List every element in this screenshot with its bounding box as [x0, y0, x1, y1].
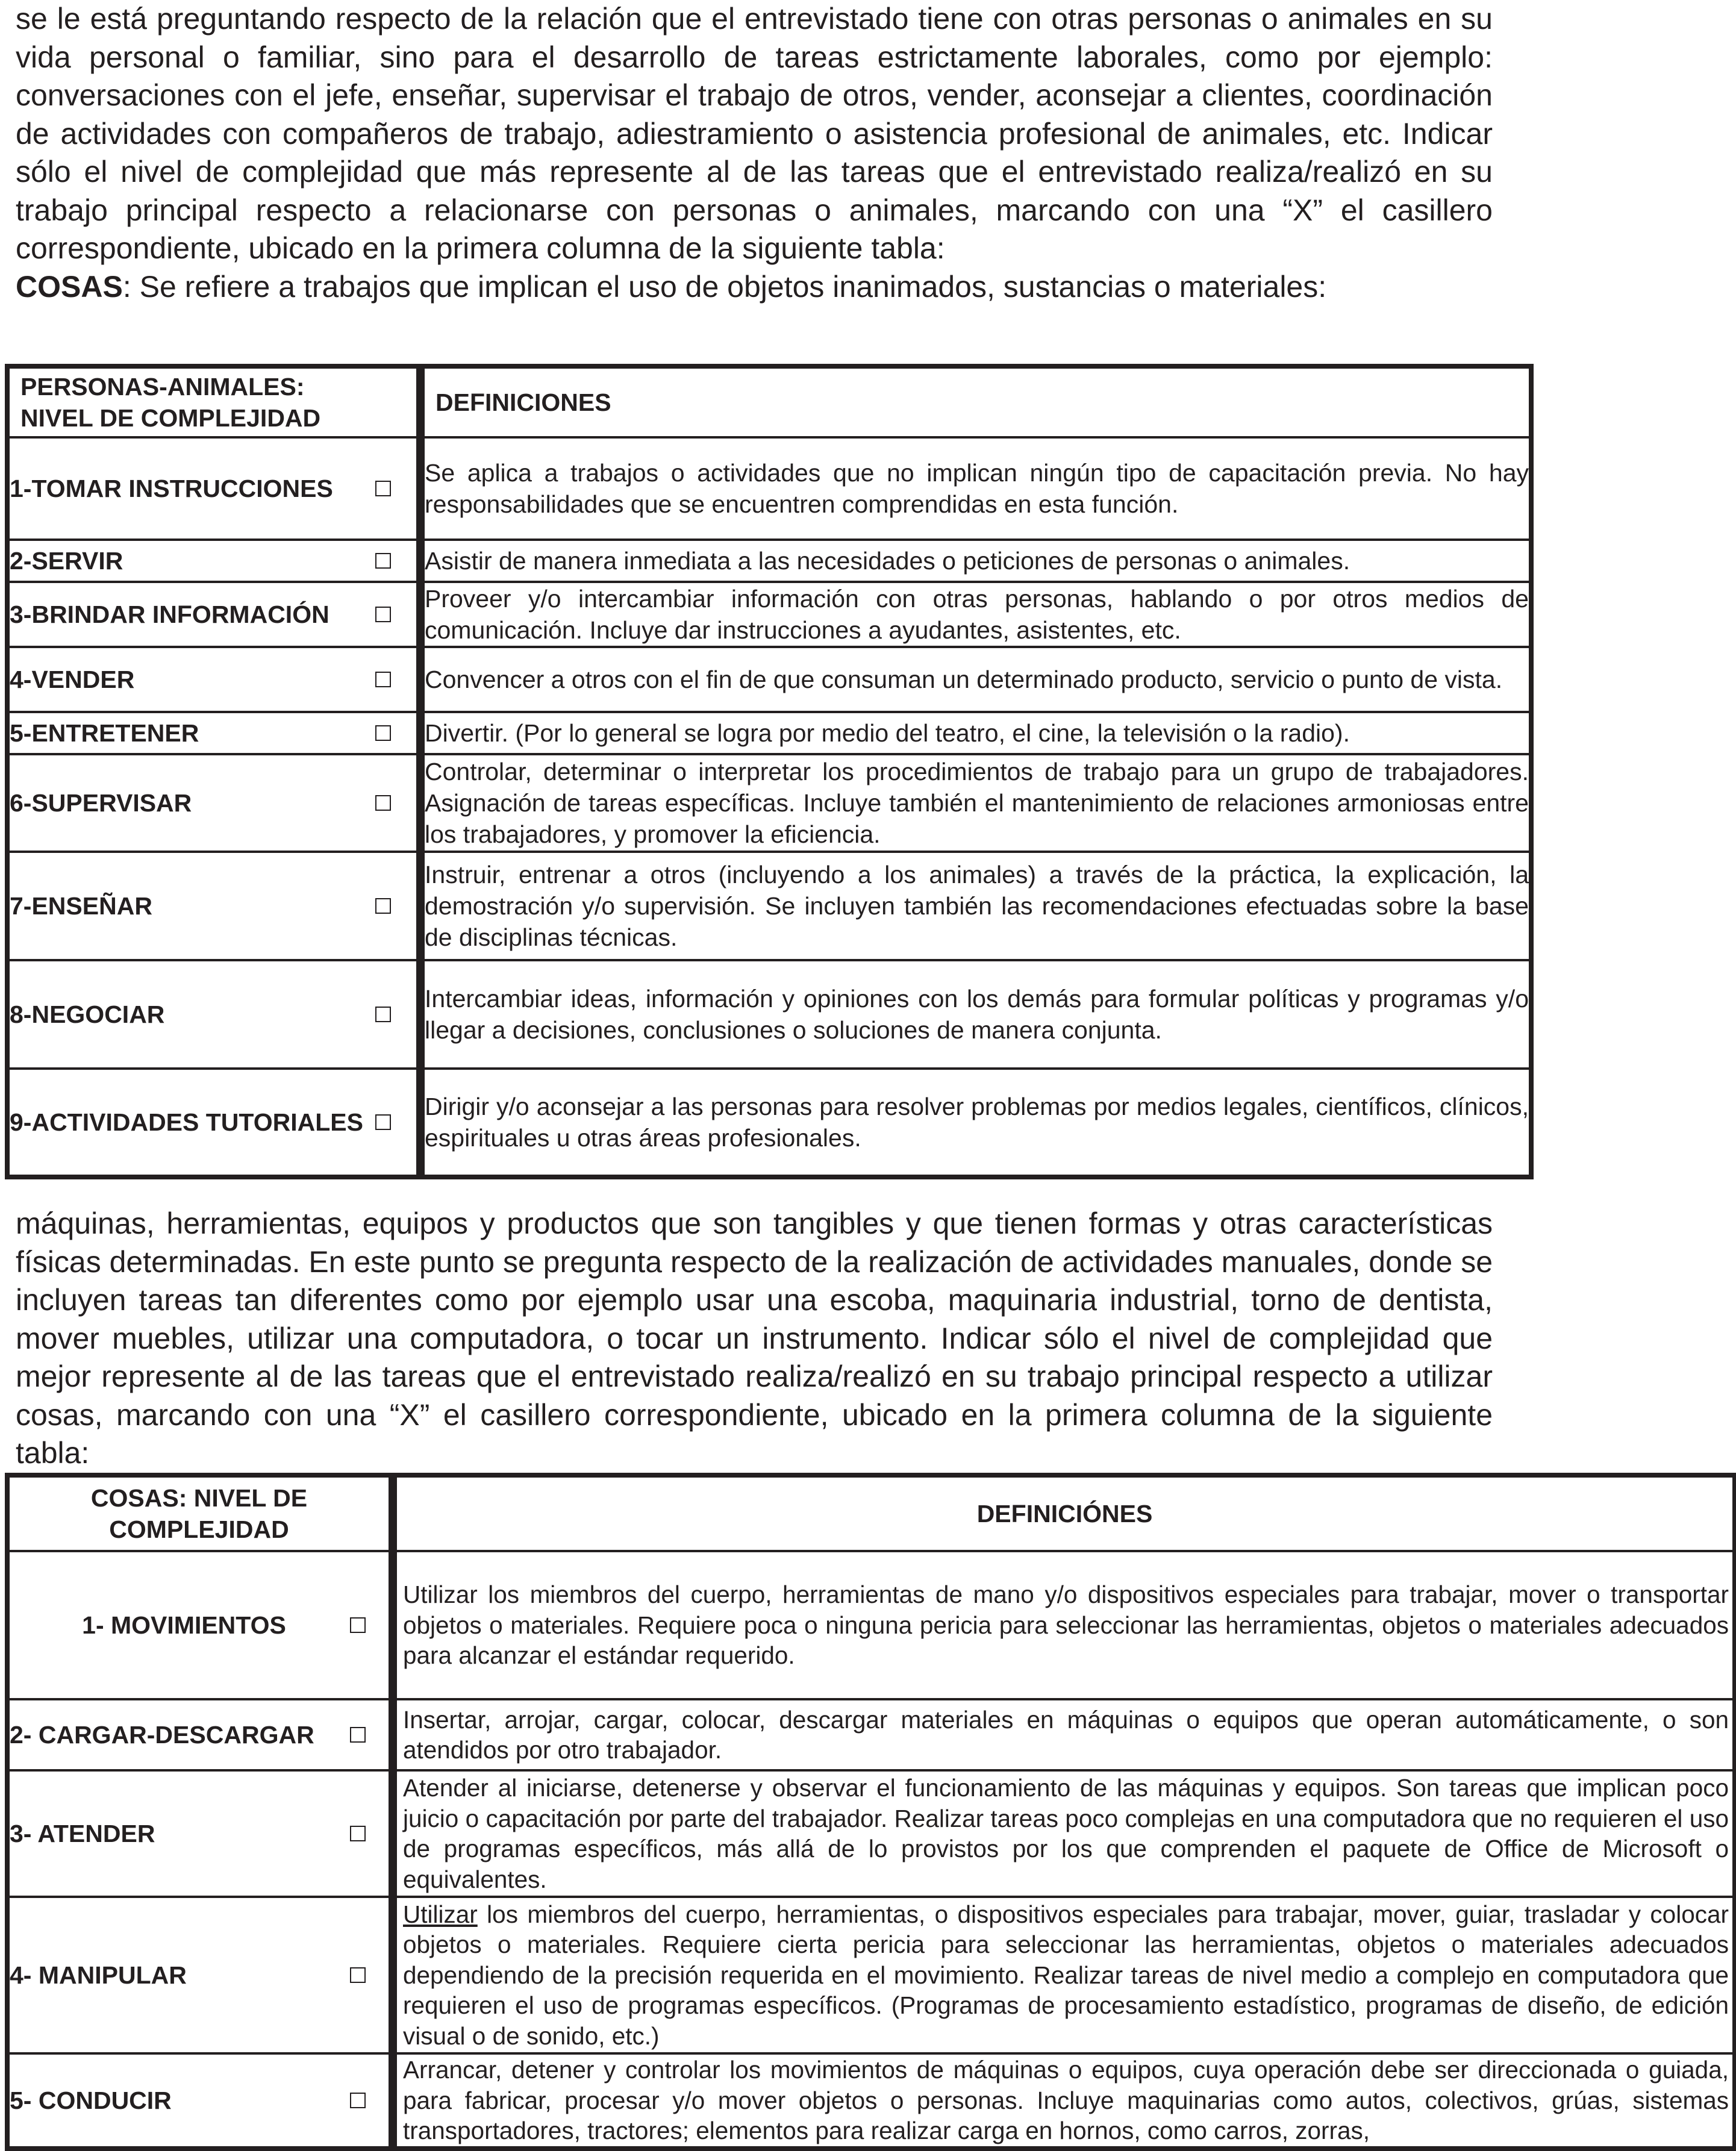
definition-cell: Divertir. (Por lo general se logra por medio del teatro, el cine, la televisión o la radio). — [420, 712, 1531, 754]
underlined-word: Utilizar — [403, 1900, 478, 1928]
level-cell: 9-ACTIVIDADES TUTORIALES — [7, 1069, 420, 1177]
definition-cell: Instruir, entrenar a otros (incluyendo a los animales) a través de la práctica, la explicación, la demostración y/o supervisión. Se incluyen también las recomendaciones efectuadas sobre la base de disciplinas técnicas. — [420, 852, 1531, 960]
table-row — [7, 1699, 1735, 1770]
table-row — [7, 2053, 1735, 2149]
level-cell: 6-SUPERVISAR — [7, 754, 420, 852]
table-header-row — [7, 366, 1531, 437]
checkbox[interactable] — [375, 795, 391, 811]
definition-cell: Dirigir y/o aconsejar a las personas para resolver problemas por medios legales, científicos, clínicos, espirituales u otras áreas profesionales. — [420, 1069, 1531, 1177]
personas-animales-table — [5, 364, 1534, 1179]
checkbox[interactable] — [375, 1114, 391, 1130]
level-cell: 1-TOMAR INSTRUCCIONES — [7, 437, 420, 540]
definition-cell: Asistir de manera inmediata a las necesidades o peticiones de personas o animales. — [420, 540, 1531, 582]
level-cell: 2- CARGAR-DESCARGAR — [7, 1699, 393, 1770]
definition-cell: Convencer a otros con el fin de que consuman un determinado producto, servicio o punto de vista. — [420, 647, 1531, 712]
table-row — [7, 1069, 1531, 1177]
cosas-label: COSAS — [16, 269, 123, 304]
cosas-table — [5, 1473, 1736, 2151]
level-column-header: COSAS: NIVEL DE COMPLEJIDAD — [7, 1475, 393, 1551]
table-row — [7, 582, 1531, 647]
definition-cell: Insertar, arrojar, cargar, colocar, descargar materiales en máquinas o equipos que operan automáticamente, o son atendidos por otro trabajador. — [393, 1699, 1735, 1770]
level-cell: 2-SERVIR — [7, 540, 420, 582]
intro-text: se le está preguntando respecto de la relación que el entrevistado tiene con otras personas o animales en su vida personal o familiar, sino para el desarrollo de tareas estrictamente laborales, como por ejemplo: conversaciones con el jefe, enseñar, supervisar el trabajo de otros, vender, aconsejar a clientes, coordinación de actividades con compañeros de trabajo, adiestramiento o asistencia profesional de animales, etc. Indicar sólo el nivel de complejidad que más represente al de las tareas que el entrevistado realiza/realizó en su trabajo principal respecto a relacionarse con personas o animales, marcando con una “X” el casillero correspondiente, ubicado en la primera columna de la siguiente tabla: — [16, 2, 1493, 265]
checkbox[interactable] — [375, 607, 391, 622]
level-cell: 4-VENDER — [7, 647, 420, 712]
checkbox[interactable] — [350, 1826, 366, 1841]
checkbox[interactable] — [375, 725, 391, 741]
definition-cell: Intercambiar ideas, información y opiniones con los demás para formular políticas y programas y/o llegar a decisiones, conclusiones o soluciones de manera conjunta. — [420, 960, 1531, 1069]
cosas-intro-text: : Se refiere a trabajos que implican el uso de objetos inanimados, sustancias o materiales: — [122, 269, 1327, 304]
middle-paragraph: máquinas, herramientas, equipos y productos que son tangibles y que tienen formas y otras características físicas determinadas. En este punto se pregunta respecto de la realización de actividades manuales, donde se incluyen tareas tan diferentes como por ejemplo usar una escoba, maquinaria industrial, torno de dentista, mover muebles, utilizar una computadora, o tocar un instrumento. Indicar sólo el nivel de complejidad que mejor represente al de las tareas que el entrevistado realiza/realizó en su trabajo principal respecto a utilizar cosas, marcando con una “X” el casillero correspondiente, ubicado en la primera columna de la siguiente tabla: — [16, 1207, 1493, 1470]
table-row — [7, 1770, 1735, 1897]
level-cell: 3-BRINDAR INFORMACIÓN — [7, 582, 420, 647]
level-column-header: PERSONAS-ANIMALES: NIVEL DE COMPLEJIDAD — [7, 366, 420, 437]
level-cell: 5-ENTRETENER — [7, 712, 420, 754]
definition-cell: Se aplica a trabajos o actividades que no implican ningún tipo de capacitación previa. No hay responsabilidades que se encuentren comprendidas en esta función. — [420, 437, 1531, 540]
table-header-row — [7, 1475, 1735, 1551]
level-cell: 3- ATENDER — [7, 1770, 393, 1897]
table-row — [7, 647, 1531, 712]
level-cell: 8-NEGOCIAR — [7, 960, 420, 1069]
definition-cell: Utilizar los miembros del cuerpo, herramientas de mano y/o dispositivos especiales para trabajar, mover o transportar objetos o materiales. Requiere poca o ninguna pericia para seleccionar las herramientas, objetos o materiales adecuados para alcanzar el estándar requerido. — [393, 1551, 1735, 1699]
checkbox[interactable] — [375, 898, 391, 914]
table-row — [7, 754, 1531, 852]
table-row — [7, 1551, 1735, 1699]
checkbox[interactable] — [375, 672, 391, 687]
definitions-column-header: DEFINICIÓNES — [393, 1475, 1735, 1551]
checkbox[interactable] — [350, 1967, 366, 1983]
intro-paragraph — [16, 0, 1493, 306]
definition-cell: Arrancar, detener y controlar los movimientos de máquinas o equipos, cuya operación debe ser direccionada o guiada, para fabricar, procesar y/o mover objetos o personas. Incluye maquinarias como autos, colectivos, grúas, sistemas transportadores, tractores; elementos para realizar carga en hornos, como carros, zorras, — [393, 2053, 1735, 2149]
checkbox[interactable] — [375, 553, 391, 569]
table-row — [7, 540, 1531, 582]
table-row — [7, 960, 1531, 1069]
checkbox[interactable] — [375, 1007, 391, 1022]
level-cell: 5- CONDUCIR — [7, 2053, 393, 2149]
definition-cell: Controlar, determinar o interpretar los procedimientos de trabajo para un grupo de trabajadores. Asignación de tareas específicas. Incluye también el mantenimiento de relaciones armoniosas entre los trabajadores, y promover la eficiencia. — [420, 754, 1531, 852]
level-cell: 7-ENSEÑAR — [7, 852, 420, 960]
table-row — [7, 712, 1531, 754]
checkbox[interactable] — [350, 2093, 366, 2108]
definition-cell: Utilizar los miembros del cuerpo, herramientas, o dispositivos especiales para trabajar, mover, guiar, trasladar y colocar objetos o materiales. Requiere cierta pericia para seleccionar las herramientas, objetos o materiales adecuados dependiendo de la precisión requerida en el movimiento. Realizar tareas de nivel medio a complejo en computadora que requieren el uso de programas específicos. (Programas de procesamiento estadístico, programas de diseño, de edición visual o de sonido, etc.) — [393, 1897, 1735, 2053]
level-cell: 1- MOVIMIENTOS — [7, 1551, 393, 1699]
checkbox[interactable] — [350, 1617, 366, 1633]
table-row — [7, 1897, 1735, 2053]
checkbox[interactable] — [350, 1727, 366, 1743]
checkbox[interactable] — [375, 481, 391, 496]
table-row — [7, 852, 1531, 960]
definition-cell: Atender al iniciarse, detenerse y observar el funcionamiento de las máquinas y equipos. Son tareas que implican poco juicio o capacitación por parte del trabajador. Realizar tareas poco complejas en una computadora que no requieren el uso de programas específicos, más allá de lo provistos por los que comprenden el paquete de Office de Microsoft o equivalentes. — [393, 1770, 1735, 1897]
definition-cell: Proveer y/o intercambiar información con otras personas, hablando o por otros medios de comunicación. Incluye dar instrucciones a ayudantes, asistentes, etc. — [420, 582, 1531, 647]
table-row — [7, 437, 1531, 540]
level-cell: 4- MANIPULAR — [7, 1897, 393, 2053]
definitions-column-header: DEFINICIONES — [420, 366, 1531, 437]
